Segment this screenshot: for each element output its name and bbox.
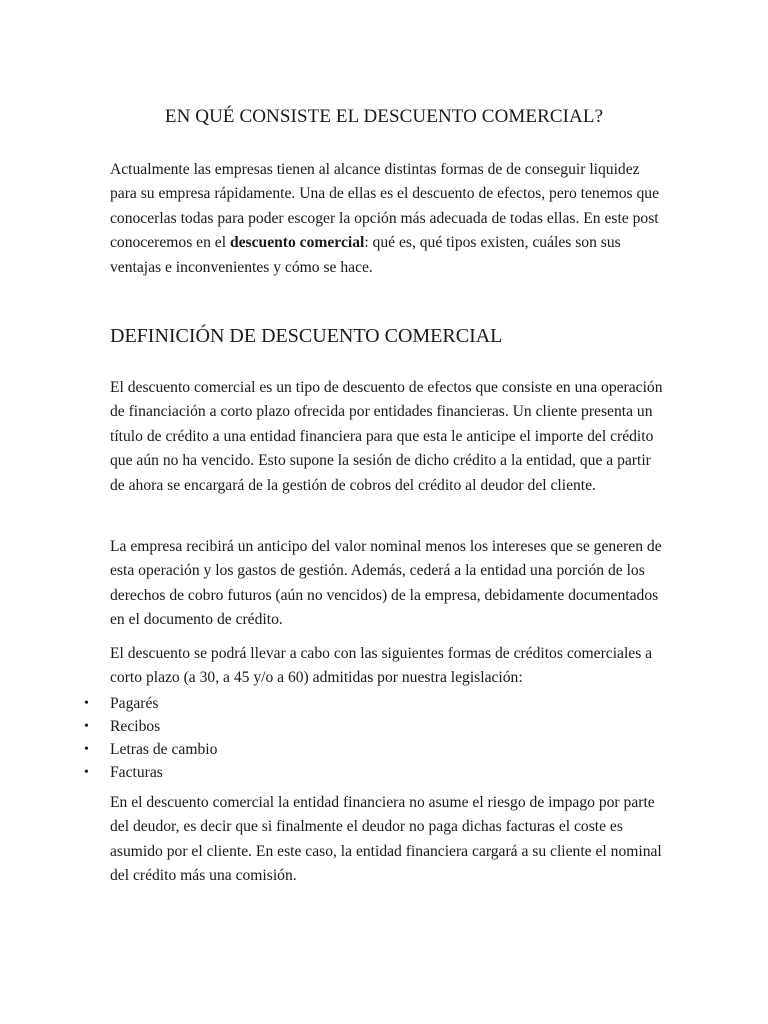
- advance-paragraph: La empresa recibirá un anticipo del valor nominal menos los intereses que se generen de esta operación y los gastos de gestión. Además, cederá a la entidad una porción de los derechos de cobro futuros (aún no vencidos) de la empresa, debidamente documentados en el documento de crédito.: [110, 538, 662, 629]
- list-item: [0, 692, 217, 715]
- forms-paragraph: El descuento se podrá llevar a cabo con las siguientes formas de créditos comerciales a corto plazo (a 30, a 45 y/o a 60) admitidas por nuestra legislación:: [110, 645, 653, 687]
- list-item: [0, 761, 217, 784]
- risk-paragraph: En el descuento comercial la entidad financiera no asume el riesgo de impago por parte del deudor, es decir que si finalmente el deudor no paga dichas facturas el coste es asumido por el cliente. En este caso, la entidad financiera cargará a su cliente el nominal del crédito más una comisión.: [110, 794, 662, 885]
- intro-paragraph: [110, 158, 666, 280]
- forms-list: [0, 692, 217, 784]
- list-item: [0, 715, 217, 738]
- bullet-icon: •: [84, 742, 89, 757]
- document-title: EN QUÉ CONSISTE EL DESCUENTO COMERCIAL?: [164, 106, 604, 127]
- intro-text-start: Actualmente las empresas tienen al alcance distintas formas de de conseguir liquidez para su empresa rápidamente. Una de ellas es el descuento de efectos, pero tenemos que conocerlas todas para poder escoger la opción más adecuada de todas ellas. En este post conoceremos en el: [110, 161, 660, 252]
- list-item-label: Recibos: [110, 718, 161, 735]
- intro-text-end: : qué es, qué tipos existen, cuáles son sus ventajas e inconvenientes y cómo se hace.: [110, 234, 621, 276]
- list-item-label: Letras de cambio: [110, 741, 218, 758]
- section-heading: DEFINICIÓN DE DESCUENTO COMERCIAL: [110, 325, 503, 347]
- bullet-icon: •: [84, 696, 89, 711]
- descuento-efectos-link[interactable]: descuento de efectos: [342, 379, 472, 396]
- list-item: [0, 738, 217, 761]
- list-item-label: Facturas: [110, 764, 163, 781]
- list-item-label: Pagarés: [110, 695, 159, 712]
- bullet-icon: •: [84, 765, 89, 780]
- definition-text-end: que consiste en una operación de financiación a corto plazo ofrecida por entidades financieras. Un cliente presenta un título de crédito a una entidad financiera para que esta le anticipe el importe del crédito que aún no ha vencido. Esto supone la sesión de dicho crédito a la entidad, que a partir de ahora se encargará de la gestión de cobros del crédito al deudor del cliente.: [110, 379, 663, 494]
- intro-bold-term: descuento comercial: [229, 234, 365, 252]
- definition-text-start: El descuento comercial es un tipo de: [110, 379, 343, 396]
- bullet-icon: •: [84, 719, 89, 734]
- definition-paragraph: [110, 376, 666, 498]
